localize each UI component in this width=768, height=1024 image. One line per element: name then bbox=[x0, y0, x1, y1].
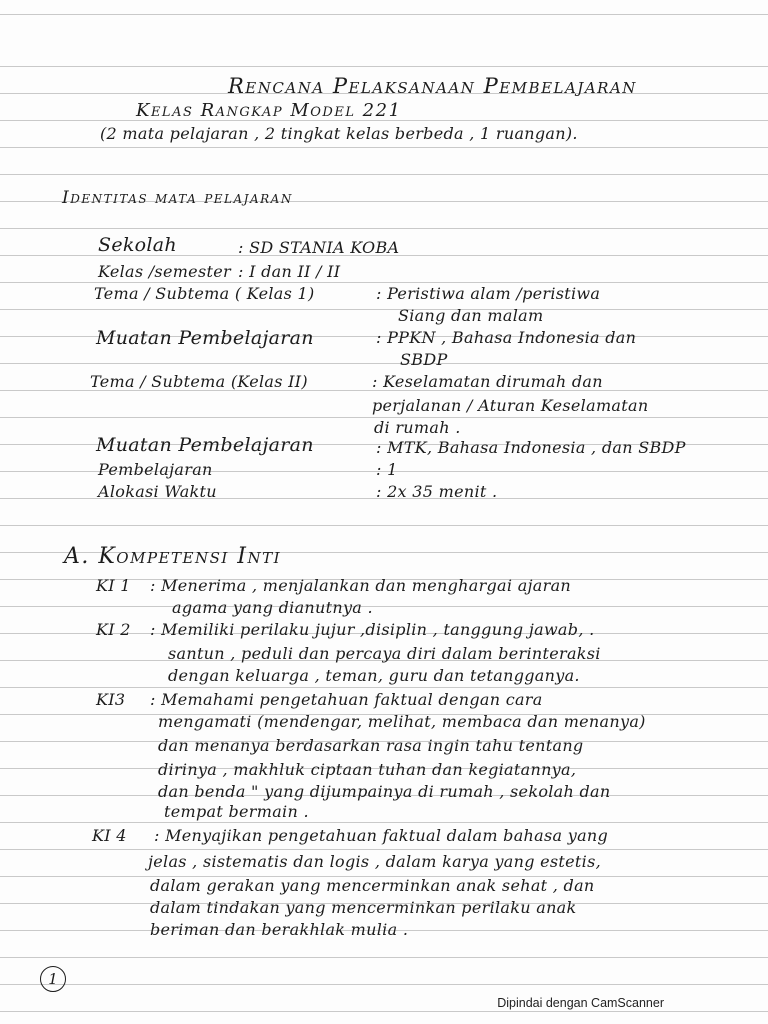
ki4-line-2: jelas , sistematis dan logis , dalam karya yang estetis, bbox=[148, 852, 601, 871]
ki4-line-5: beriman dan berakhlak mulia . bbox=[150, 920, 409, 939]
tema2-value: : Keselamatan dirumah dan bbox=[372, 372, 603, 391]
ki3-line-4: dirinya , makhluk ciptaan tuhan dan kegiatannya, bbox=[158, 760, 577, 779]
ki3-line-2: mengamati (mendengar, melihat, membaca dan menanya) bbox=[158, 712, 646, 731]
ki4-line-4: dalam tindakan yang mencerminkan perilaku anak bbox=[150, 898, 577, 917]
document-subtitle: Kelas Rangkap Model 221 bbox=[136, 100, 402, 121]
kelas-label: Kelas /semester bbox=[98, 262, 231, 281]
muatan1-value-cont: SBDP bbox=[400, 350, 448, 369]
ki2-label: KI 2 bbox=[96, 620, 131, 639]
ki1-label: KI 1 bbox=[96, 576, 131, 595]
muatan1-value: : PPKN , Bahasa Indonesia dan bbox=[376, 328, 637, 347]
ki3-line-1: : Memahami pengetahuan faktual dengan cara bbox=[150, 690, 543, 709]
document-title: Rencana Pelaksanaan Pembelajaran bbox=[228, 74, 637, 98]
kompetensi-heading: A. Kompetensi Inti bbox=[64, 544, 282, 569]
ki4-line-1: : Menyajikan pengetahuan faktual dalam bahasa yang bbox=[154, 826, 609, 845]
sekolah-label: Sekolah bbox=[98, 234, 177, 256]
pembelajaran-value: : 1 bbox=[376, 460, 398, 479]
tema2-value-cont: perjalanan / Aturan Keselamatan bbox=[372, 396, 649, 415]
identitas-heading: Identitas mata pelajaran bbox=[62, 188, 293, 208]
scanner-watermark: Dipindai dengan CamScanner bbox=[497, 996, 664, 1010]
kelas-value: : I dan II / II bbox=[238, 262, 341, 281]
ki2-line-1: : Memiliki perilaku jujur ,disiplin , tanggung jawab, . bbox=[150, 620, 595, 639]
ki4-line-3: dalam gerakan yang mencerminkan anak sehat , dan bbox=[150, 876, 595, 895]
tema1-value-cont: Siang dan malam bbox=[398, 306, 544, 325]
tema2-value-cont2: di rumah . bbox=[374, 418, 461, 437]
ki3-line-3: dan menanya berdasarkan rasa ingin tahu tentang bbox=[158, 736, 584, 755]
alokasi-value: : 2x 35 menit . bbox=[376, 482, 498, 501]
page-number: 1 bbox=[40, 966, 66, 992]
document-note: (2 mata pelajaran , 2 tingkat kelas berbeda , 1 ruangan). bbox=[100, 124, 578, 143]
ki2-line-3: dengan keluarga , teman, guru dan tetangganya. bbox=[168, 666, 580, 685]
ki3-label: KI3 bbox=[96, 690, 126, 709]
ki1-line-2: agama yang dianutnya . bbox=[172, 598, 373, 617]
ki3-line-6: tempat bermain . bbox=[164, 802, 309, 821]
ki4-label: KI 4 bbox=[92, 826, 127, 845]
muatan2-label: Muatan Pembelajaran bbox=[96, 434, 314, 456]
ki1-line-1: : Menerima , menjalankan dan menghargai ajaran bbox=[150, 576, 572, 595]
tema2-label: Tema / Subtema (Kelas II) bbox=[90, 372, 308, 391]
pembelajaran-label: Pembelajaran bbox=[98, 460, 213, 479]
muatan2-value: : MTK, Bahasa Indonesia , dan SBDP bbox=[376, 438, 686, 457]
tema1-value: : Peristiwa alam /peristiwa bbox=[376, 284, 601, 303]
ki3-line-5: dan benda " yang dijumpainya di rumah , sekolah dan bbox=[158, 782, 611, 801]
muatan1-label: Muatan Pembelajaran bbox=[96, 327, 314, 349]
tema1-label: Tema / Subtema ( Kelas 1) bbox=[94, 284, 315, 303]
alokasi-label: Alokasi Waktu bbox=[98, 482, 217, 501]
ki2-line-2: santun , peduli dan percaya diri dalam berinteraksi bbox=[168, 644, 601, 663]
sekolah-value: : SD STANIA KOBA bbox=[238, 238, 400, 257]
